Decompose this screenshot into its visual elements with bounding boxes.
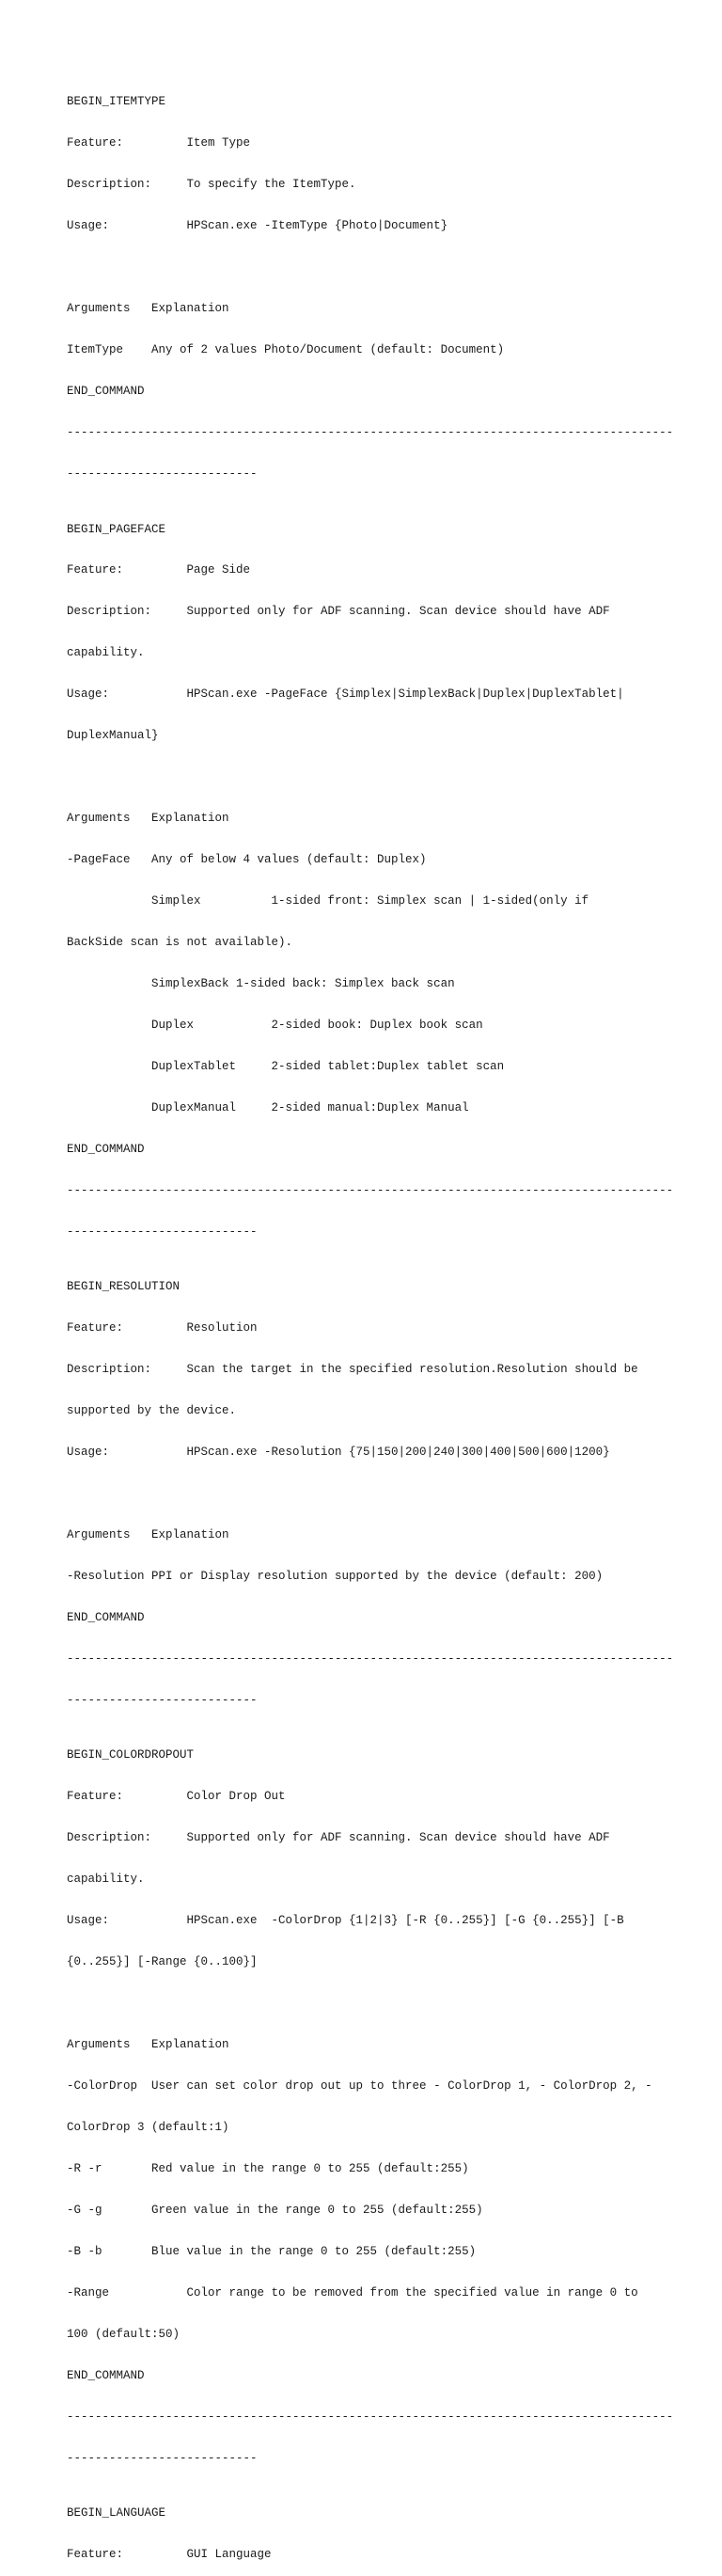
section-begin-resolution: BEGIN_RESOLUTION xyxy=(67,1280,180,1294)
section-end-command: END_COMMAND xyxy=(67,1142,145,1156)
section-begin-itemtype: BEGIN_ITEMTYPE xyxy=(67,95,166,109)
pageface-value-simplex: Simplex 1-sided front: Simplex scan | 1-sided(only if xyxy=(67,894,589,909)
pageface-value-duplex: Duplex 2-sided book: Duplex book scan xyxy=(67,1018,483,1032)
section-end-command: END_COMMAND xyxy=(67,1610,145,1624)
blank-line xyxy=(67,1487,668,1501)
colordropout-argument-g: -G -g Green value in the range 0 to 255 (default:255) xyxy=(67,2203,483,2217)
pageface-value-duplextablet: DuplexTablet 2-sided tablet:Duplex tablet scan xyxy=(67,1059,505,1073)
pageface-description-line: Description: Supported only for ADF scanning. Scan device should have ADF xyxy=(67,605,610,619)
colordropout-description-continued: capability. xyxy=(67,1873,145,1887)
section-end-command: END_COMMAND xyxy=(67,384,145,398)
blank-line xyxy=(67,1997,668,2011)
resolution-argument-row: -Resolution PPI or Display resolution supported by the device (default: 200) xyxy=(67,1569,604,1583)
pageface-description-continued: capability. xyxy=(67,646,145,660)
itemtype-description-line: Description: To specify the ItemType. xyxy=(67,178,356,192)
itemtype-feature-line: Feature: Item Type xyxy=(67,136,251,150)
section-end-command: END_COMMAND xyxy=(67,2368,145,2382)
resolution-feature-line: Feature: Resolution xyxy=(67,1321,258,1335)
itemtype-usage-line: Usage: HPScan.exe -ItemType {Photo|Document} xyxy=(67,219,448,233)
colordropout-description-line: Description: Supported only for ADF scanning. Scan device should have ADF xyxy=(67,1831,610,1845)
colordropout-feature-line: Feature: Color Drop Out xyxy=(67,1790,286,1804)
pageface-usage-line: Usage: HPScan.exe -PageFace {Simplex|SimplexBack|Duplex|DuplexTablet| xyxy=(67,687,624,702)
colordropout-argument-colordrop: -ColorDrop User can set color drop out up to three - ColorDrop 1, - ColorDrop 2, - xyxy=(67,2079,652,2094)
blank-line xyxy=(67,261,668,275)
pageface-usage-continued: DuplexManual} xyxy=(67,729,159,743)
separator-line-continued: --------------------------- xyxy=(67,2451,258,2465)
pageface-value-duplexmanual: DuplexManual 2-sided manual:Duplex Manual xyxy=(67,1100,469,1114)
resolution-description-continued: supported by the device. xyxy=(67,1404,237,1418)
pageface-feature-line: Feature: Page Side xyxy=(67,563,251,577)
colordropout-argument-range-continued: 100 (default:50) xyxy=(67,2327,180,2341)
document-body xyxy=(67,68,674,2576)
colordropout-usage-line: Usage: HPScan.exe -ColorDrop {1|2|3} [-R {0..255}] [-G {0..255}] [-B xyxy=(67,1914,624,1928)
itemtype-argument-row: ItemType Any of 2 values Photo/Document (default: Document) xyxy=(67,343,505,357)
separator-line: -------------------------------------------------------------------------------------- xyxy=(67,2410,674,2424)
pageface-value-simplexback: SimplexBack 1-sided back: Simplex back scan xyxy=(67,976,455,990)
section-begin-pageface: BEGIN_PAGEFACE xyxy=(67,522,166,536)
pageface-value-simplex-continued: BackSide scan is not available). xyxy=(67,936,293,950)
section-begin-language: BEGIN_LANGUAGE xyxy=(67,2506,166,2521)
section-begin-colordropout: BEGIN_COLORDROPOUT xyxy=(67,1748,195,1762)
colordropout-argument-r: -R -r Red value in the range 0 to 255 (default:255) xyxy=(67,2161,469,2175)
separator-line: -------------------------------------------------------------------------------------- xyxy=(67,1183,674,1197)
colordropout-argument-b: -B -b Blue value in the range 0 to 255 (default:255) xyxy=(67,2244,477,2258)
separator-line: -------------------------------------------------------------------------------------- xyxy=(67,425,674,439)
itemtype-arguments-header: Arguments Explanation xyxy=(67,302,229,316)
pageface-argument-row: -PageFace Any of below 4 values (default: Duplex) xyxy=(67,853,427,867)
colordropout-argument-colordrop-continued: ColorDrop 3 (default:1) xyxy=(67,2121,229,2135)
language-feature-line: Feature: GUI Language xyxy=(67,2548,272,2562)
pageface-arguments-header: Arguments Explanation xyxy=(67,812,229,826)
separator-line-continued: --------------------------- xyxy=(67,1225,258,1239)
colordropout-usage-continued: {0..255}] [-Range {0..100}] xyxy=(67,1955,258,1969)
resolution-usage-line: Usage: HPScan.exe -Resolution {75|150|200|240|300|400|500|600|1200} xyxy=(67,1446,610,1460)
resolution-arguments-header: Arguments Explanation xyxy=(67,1528,229,1542)
separator-line-continued: --------------------------- xyxy=(67,466,258,481)
resolution-description-line: Description: Scan the target in the specified resolution.Resolution should be xyxy=(67,1363,638,1377)
colordropout-argument-range: -Range Color range to be removed from the specified value in range 0 to xyxy=(67,2285,638,2299)
colordropout-arguments-header: Arguments Explanation xyxy=(67,2038,229,2052)
blank-line xyxy=(67,770,668,784)
separator-line: -------------------------------------------------------------------------------------- xyxy=(67,1651,674,1666)
separator-line-continued: --------------------------- xyxy=(67,1693,258,1707)
